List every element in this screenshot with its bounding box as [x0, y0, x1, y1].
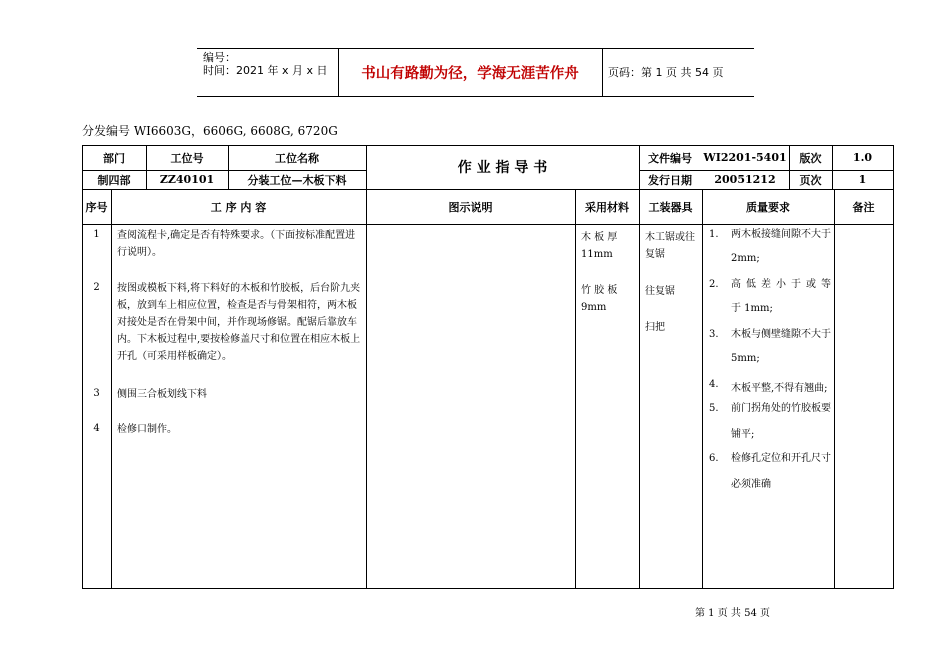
- distribution-number: 分发编号 WI6603G，6606G, 6608G, 6720G: [82, 124, 338, 138]
- station-no-label: 工位号: [170, 151, 204, 165]
- step-text: 查阅流程卡,确定是否有特殊要求。（下面按标准配置进行说明）。: [117, 230, 356, 258]
- material-item: [581, 229, 617, 263]
- step-number: 2: [93, 282, 100, 293]
- quality-text: 前门拐角处的竹胶板要铺平;: [731, 403, 831, 440]
- quality-text: 两木板接缝间隙不大于 2mm;: [731, 229, 831, 264]
- dept-label: 部门: [103, 151, 125, 165]
- header-time-label: 时间：2021 年 x 月 x 日: [203, 64, 328, 77]
- tool-item: 扫把: [645, 322, 665, 333]
- version-label: 版次: [799, 151, 822, 165]
- header-page-info: 页码：第 1 页 共 54 页: [608, 66, 724, 79]
- col-remarks: 备注: [852, 200, 875, 214]
- step-number: 1: [93, 229, 100, 240]
- file-no-value: WI2201-5401: [703, 151, 787, 164]
- station-name-value: 分装工位—木板下料: [247, 173, 347, 187]
- col-material: 采用材料: [585, 200, 629, 214]
- page-label: 页次: [799, 173, 822, 187]
- step-text: 检修口制作。: [117, 424, 177, 435]
- tool-item: 往复锯: [645, 286, 675, 297]
- header-motto: 书山有路勤为径，学海无涯苦作舟: [361, 65, 579, 82]
- document-title: 作 业 指 导 书: [457, 160, 548, 176]
- tool-item: 木工锯或往复锯: [645, 232, 695, 260]
- col-quality: 质量要求: [746, 200, 790, 214]
- station-no-value: ZZ40101: [159, 173, 215, 186]
- col-seq: 序号: [85, 200, 108, 214]
- page-footer: 第 1 页 共 54 页: [695, 608, 770, 619]
- quality-number: 6.: [709, 453, 719, 464]
- material-item: [581, 282, 617, 316]
- quality-number: 2.: [709, 279, 719, 290]
- page-value: 1: [858, 173, 867, 186]
- file-no-label: 文件编号: [648, 151, 692, 165]
- quality-number: 3.: [709, 329, 719, 340]
- dept-value: 制四部: [97, 173, 131, 187]
- quality-text: 木板与侧壁缝隙不大于 5mm;: [731, 329, 831, 364]
- issue-date-label: 发行日期: [648, 173, 692, 187]
- quality-number: 1.: [709, 229, 719, 240]
- version-value: 1.0: [852, 151, 873, 164]
- col-process: 工 序 内 容: [210, 200, 267, 214]
- step-number: 3: [93, 388, 100, 399]
- step-text: 侧围三合板划线下料: [117, 389, 207, 400]
- quality-text: 检修孔定位和开孔尺寸必须准确: [731, 453, 831, 490]
- quality-text: 木板平整,不得有翘曲;: [731, 383, 828, 394]
- material-name: 竹 胶 板: [581, 285, 618, 296]
- header-number-label: 编号：: [203, 51, 236, 64]
- quality-number: 4.: [709, 379, 719, 390]
- header-bottom-rule: [197, 96, 754, 97]
- step-text: 按图或模板下料,将下料好的木板和竹胶板，后台阶九夹板，放到车上相应位置，检查是否与骨架相符，两木板对接处是否在骨架中间，并作现场修锯。配锯后靠放车内。下木板过程中,要按检修盖尺寸和位置在相应木板上开孔（可采用样板确定）。: [117, 283, 361, 362]
- quality-text: 高 低 差 小 于 或 等 于 1mm;: [731, 279, 831, 314]
- issue-date-value: 20051212: [714, 173, 776, 186]
- material-name: 木 板 厚: [581, 232, 618, 243]
- material-spec: 11mm: [581, 249, 613, 260]
- step-number: 4: [93, 423, 100, 434]
- header-divider-2: [602, 48, 603, 96]
- quality-number: 5.: [709, 403, 719, 414]
- material-spec: 9mm: [581, 302, 607, 313]
- station-name-label: 工位名称: [275, 151, 319, 165]
- col-diagram: 图示说明: [448, 200, 493, 214]
- col-tools: 工装器具: [648, 200, 693, 214]
